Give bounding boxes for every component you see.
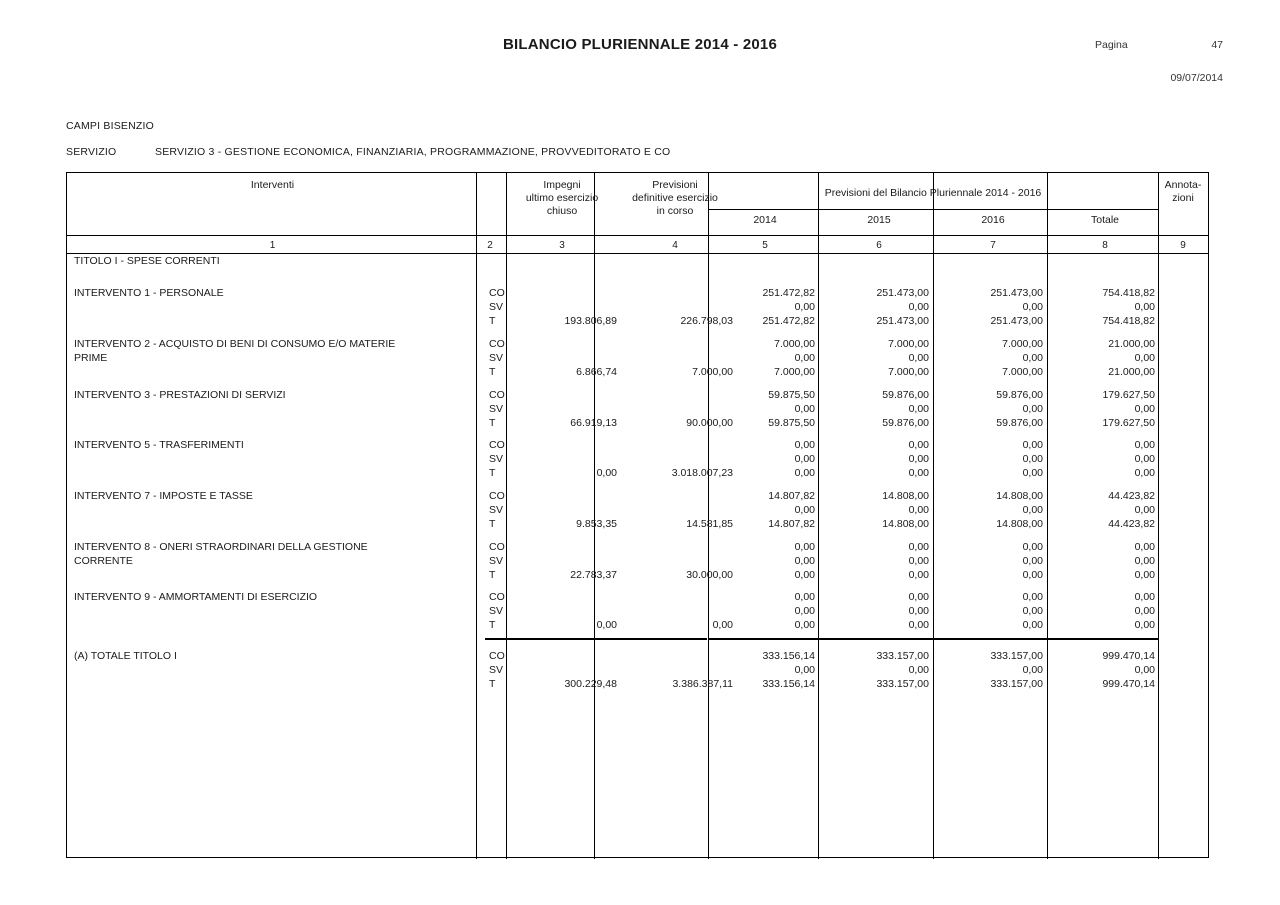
total-totale-co: 999.470,14 (1102, 650, 1155, 662)
cell-2014-co: 251.472,82 (762, 287, 815, 299)
cell-2016-sv: 0,00 (1022, 403, 1043, 415)
cell-2016-sv: 0,00 (1022, 352, 1043, 364)
total-2016-co: 333.157,00 (990, 650, 1043, 662)
cell-previsioni: 90.000,00 (686, 417, 733, 429)
page-number: 47 (1211, 39, 1223, 51)
type-co: CO (489, 389, 505, 401)
table-row-label: INTERVENTO 1 - PERSONALE (74, 287, 224, 299)
cell-previsioni: 30.000,00 (686, 569, 733, 581)
header-annotazioni-line2: zioni (1172, 192, 1194, 204)
cell-2014-t: 7.000,00 (774, 366, 815, 378)
total-previsioni: 3.386.387,11 (672, 678, 733, 690)
cell-2014-co: 14.807,82 (768, 490, 815, 502)
total-row-label: (A) TOTALE TITOLO I (74, 650, 177, 662)
cell-2014-t: 0,00 (794, 619, 815, 631)
cell-2016-sv: 0,00 (1022, 605, 1043, 617)
header-previsioni-line1: Previsioni (652, 179, 698, 191)
col-divider-8 (1158, 173, 1159, 859)
cell-totale-co: 0,00 (1134, 439, 1155, 451)
col-divider-1 (476, 173, 477, 859)
cell-2014-co: 0,00 (794, 541, 815, 553)
cell-2014-sv: 0,00 (794, 504, 815, 516)
total-2016-t: 333.157,00 (990, 678, 1043, 690)
cell-totale-co: 0,00 (1134, 541, 1155, 553)
cell-totale-co: 44.423,82 (1108, 490, 1155, 502)
header-previsioni-line3: in corso (656, 205, 694, 217)
table-row-label-cont: PRIME (74, 352, 108, 364)
cell-2014-co: 7.000,00 (774, 338, 815, 350)
cell-totale-sv: 0,00 (1134, 504, 1155, 516)
cell-2016-sv: 0,00 (1022, 555, 1043, 567)
colnum-5: 5 (762, 240, 768, 251)
cell-2016-t: 7.000,00 (1002, 366, 1043, 378)
cell-totale-t: 0,00 (1134, 467, 1155, 479)
cell-totale-co: 179.627,50 (1102, 389, 1155, 401)
total-2014-sv: 0,00 (794, 664, 815, 676)
cell-totale-t: 21.000,00 (1108, 366, 1155, 378)
cell-totale-t: 0,00 (1134, 619, 1155, 631)
colnum-9: 9 (1180, 240, 1186, 251)
total-2015-sv: 0,00 (908, 664, 929, 676)
cell-2016-co: 0,00 (1022, 439, 1043, 451)
cell-2015-sv: 0,00 (908, 352, 929, 364)
type-sv: SV (489, 403, 504, 415)
cell-2015-t: 7.000,00 (888, 366, 929, 378)
type-t: T (489, 518, 496, 530)
cell-totale-sv: 0,00 (1134, 453, 1155, 465)
type-t: T (489, 315, 496, 327)
cell-2015-t: 251.473,00 (876, 315, 929, 327)
cell-2015-sv: 0,00 (908, 453, 929, 465)
header-divider-bottom (67, 235, 1208, 236)
total-2015-co: 333.157,00 (876, 650, 929, 662)
cell-2015-sv: 0,00 (908, 403, 929, 415)
total-rule-left (485, 638, 707, 640)
table-row-label: INTERVENTO 8 - ONERI STRAORDINARI DELLA GESTIONE (74, 541, 368, 553)
type-sv: SV (489, 664, 504, 676)
colnum-6: 6 (876, 240, 882, 251)
cell-totale-t: 0,00 (1134, 569, 1155, 581)
cell-totale-sv: 0,00 (1134, 301, 1155, 313)
cell-2016-sv: 0,00 (1022, 504, 1043, 516)
colnum-8: 8 (1102, 240, 1108, 251)
cell-2014-sv: 0,00 (794, 352, 815, 364)
type-co: CO (489, 287, 505, 299)
cell-2014-t: 59.875,50 (768, 417, 815, 429)
header-divider-pluriennale (708, 209, 1158, 210)
table-row-label: INTERVENTO 2 - ACQUISTO DI BENI DI CONSUMO E/O MATERIE (74, 338, 396, 350)
cell-2015-co: 251.473,00 (876, 287, 929, 299)
type-sv: SV (489, 504, 504, 516)
cell-previsioni: 7.000,00 (692, 366, 733, 378)
type-sv: SV (489, 555, 504, 567)
entity-name: CAMPI BISENZIO (66, 120, 154, 132)
cell-2015-co: 59.876,00 (882, 389, 929, 401)
cell-2016-co: 251.473,00 (990, 287, 1043, 299)
cell-2015-sv: 0,00 (908, 555, 929, 567)
cell-2016-t: 14.808,00 (996, 518, 1043, 530)
page-title: BILANCIO PLURIENNALE 2014 - 2016 (503, 36, 777, 53)
cell-2016-t: 0,00 (1022, 467, 1043, 479)
cell-2016-co: 59.876,00 (996, 389, 1043, 401)
cell-previsioni: 14.581,85 (686, 518, 733, 530)
section-title: TITOLO I - SPESE CORRENTI (74, 255, 220, 267)
type-t: T (489, 619, 496, 631)
cell-2014-t: 251.472,82 (762, 315, 815, 327)
total-rule-right (708, 638, 1159, 640)
cell-previsioni: 3.018.007,23 (671, 467, 733, 479)
table-row-label: INTERVENTO 5 - TRASFERIMENTI (74, 439, 244, 451)
cell-totale-co: 0,00 (1134, 591, 1155, 603)
header-totale: Totale (1090, 214, 1120, 226)
cell-impegni: 9.853,35 (576, 518, 617, 530)
type-sv: SV (489, 352, 504, 364)
cell-2016-t: 59.876,00 (996, 417, 1043, 429)
cell-2014-sv: 0,00 (794, 605, 815, 617)
cell-2015-co: 7.000,00 (888, 338, 929, 350)
cell-2015-t: 59.876,00 (882, 417, 929, 429)
header-annotazioni-line1: Annota- (1164, 179, 1202, 191)
type-co: CO (489, 650, 505, 662)
type-t: T (489, 678, 496, 690)
header-pluriennale: Previsioni del Bilancio Pluriennale 2014 - 2016 (824, 187, 1042, 199)
cell-2014-t: 0,00 (794, 467, 815, 479)
cell-previsioni: 0,00 (712, 619, 733, 631)
type-sv: SV (489, 453, 504, 465)
header-interventi: Interventi (250, 179, 295, 191)
cell-2015-t: 0,00 (908, 619, 929, 631)
cell-2014-sv: 0,00 (794, 301, 815, 313)
cell-2015-co: 0,00 (908, 541, 929, 553)
type-t: T (489, 366, 496, 378)
header-impegni-line1: Impegni (543, 179, 581, 191)
cell-2014-co: 59.875,50 (768, 389, 815, 401)
header-year-2015: 2015 (867, 214, 891, 226)
cell-2014-t: 14.807,82 (768, 518, 815, 530)
cell-impegni: 22.783,37 (570, 569, 617, 581)
cell-2015-t: 0,00 (908, 467, 929, 479)
header-year-2014: 2014 (753, 214, 777, 226)
type-t: T (489, 417, 496, 429)
colnum-1: 1 (269, 240, 276, 251)
cell-totale-t: 754.418,82 (1102, 315, 1155, 327)
cell-totale-co: 754.418,82 (1102, 287, 1155, 299)
cell-impegni: 66.919,13 (570, 417, 617, 429)
type-co: CO (489, 490, 505, 502)
cell-2015-sv: 0,00 (908, 301, 929, 313)
cell-2015-co: 0,00 (908, 439, 929, 451)
cell-2016-co: 0,00 (1022, 591, 1043, 603)
cell-impegni: 6.866,74 (576, 366, 617, 378)
cell-2015-co: 14.808,00 (882, 490, 929, 502)
cell-2016-sv: 0,00 (1022, 301, 1043, 313)
colnum-3: 3 (559, 240, 565, 251)
type-t: T (489, 569, 496, 581)
header-previsioni-line2: definitive esercizio (632, 192, 718, 204)
cell-2015-sv: 0,00 (908, 504, 929, 516)
header-year-2016: 2016 (981, 214, 1005, 226)
cell-totale-sv: 0,00 (1134, 605, 1155, 617)
cell-2014-co: 0,00 (794, 439, 815, 451)
cell-2015-t: 0,00 (908, 569, 929, 581)
total-totale-sv: 0,00 (1134, 664, 1155, 676)
service-label: SERVIZIO (66, 146, 117, 158)
cell-2014-sv: 0,00 (794, 555, 815, 567)
cell-2016-co: 0,00 (1022, 541, 1043, 553)
cell-2016-t: 251.473,00 (990, 315, 1043, 327)
total-2014-co: 333.156,14 (762, 650, 815, 662)
table-row-label-cont: CORRENTE (74, 555, 133, 567)
cell-impegni: 0,00 (596, 467, 617, 479)
cell-2015-co: 0,00 (908, 591, 929, 603)
type-co: CO (489, 439, 505, 451)
total-2015-t: 333.157,00 (876, 678, 929, 690)
cell-totale-co: 21.000,00 (1108, 338, 1155, 350)
page-label: Pagina (1095, 39, 1128, 51)
document-date: 09/07/2014 (1170, 72, 1223, 84)
total-2016-sv: 0,00 (1022, 664, 1043, 676)
type-co: CO (489, 591, 505, 603)
total-totale-t: 999.470,14 (1102, 678, 1155, 690)
cell-2015-sv: 0,00 (908, 605, 929, 617)
cell-totale-t: 179.627,50 (1102, 417, 1155, 429)
cell-totale-sv: 0,00 (1134, 555, 1155, 567)
table-row-label: INTERVENTO 7 - IMPOSTE E TASSE (74, 490, 253, 502)
header-impegni-line2: ultimo esercizio (525, 192, 599, 204)
col-divider-3 (594, 173, 595, 859)
cell-totale-sv: 0,00 (1134, 403, 1155, 415)
cell-2016-co: 7.000,00 (1002, 338, 1043, 350)
cell-2016-sv: 0,00 (1022, 453, 1043, 465)
type-t: T (489, 467, 496, 479)
colnum-2: 2 (487, 240, 493, 251)
service-value: SERVIZIO 3 - GESTIONE ECONOMICA, FINANZIARIA, PROGRAMMAZIONE, PROVVEDITORATO E CO (155, 146, 671, 158)
type-co: CO (489, 338, 505, 350)
total-2014-t: 333.156,14 (762, 678, 815, 690)
cell-2014-sv: 0,00 (794, 453, 815, 465)
cell-2016-t: 0,00 (1022, 569, 1043, 581)
type-co: CO (489, 541, 505, 553)
colnum-7: 7 (990, 240, 996, 251)
cell-impegni: 0,00 (596, 619, 617, 631)
cell-2016-co: 14.808,00 (996, 490, 1043, 502)
type-sv: SV (489, 605, 504, 617)
cell-2014-sv: 0,00 (794, 403, 815, 415)
cell-2014-co: 0,00 (794, 591, 815, 603)
total-impegni: 300.229,48 (564, 678, 617, 690)
table-row-label: INTERVENTO 9 - AMMORTAMENTI DI ESERCIZIO (74, 591, 318, 603)
cell-2015-t: 14.808,00 (882, 518, 929, 530)
cell-2016-t: 0,00 (1022, 619, 1043, 631)
colnum-4: 4 (672, 240, 678, 251)
cell-previsioni: 226.798,03 (680, 315, 733, 327)
type-sv: SV (489, 301, 504, 313)
cell-totale-t: 44.423,82 (1108, 518, 1155, 530)
table-row-label: INTERVENTO 3 - PRESTAZIONI DI SERVIZI (74, 389, 286, 401)
cell-totale-sv: 0,00 (1134, 352, 1155, 364)
cell-impegni: 193.806,89 (564, 315, 617, 327)
header-impegni-line3: chiuso (546, 205, 578, 217)
cell-2014-t: 0,00 (794, 569, 815, 581)
